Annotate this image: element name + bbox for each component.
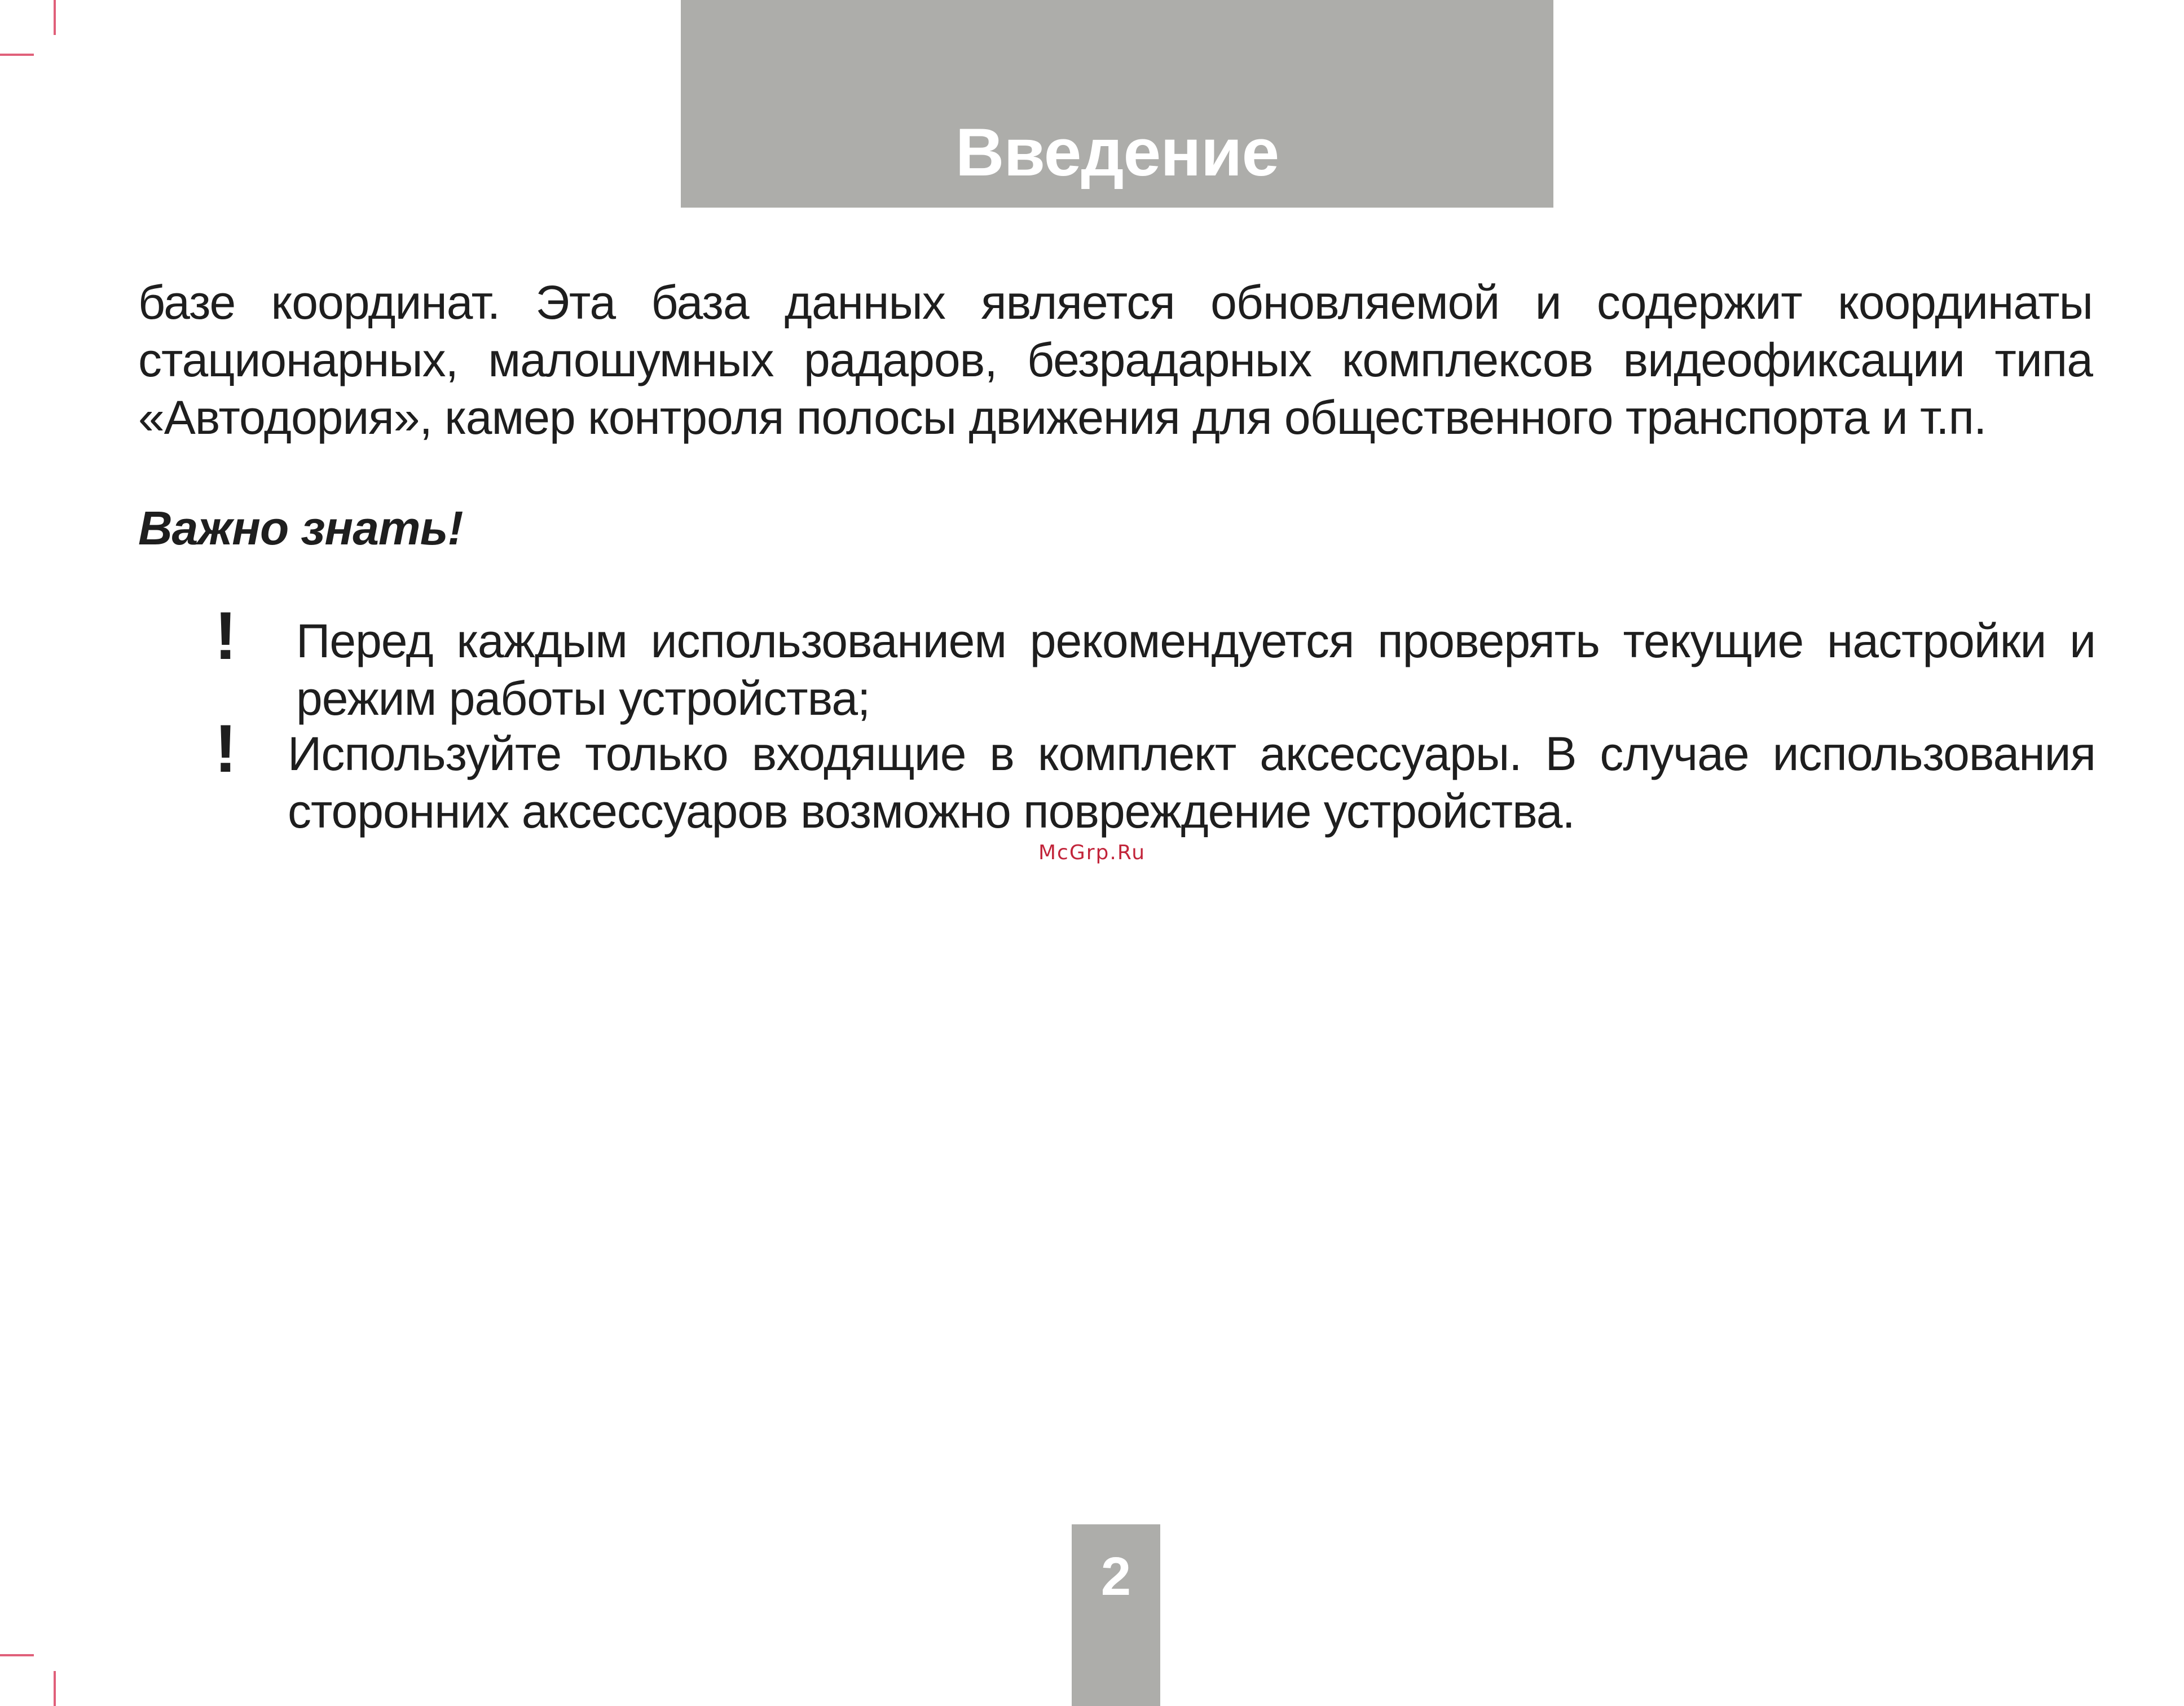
header-band <box>681 0 1553 208</box>
crop-mark-bottom-left-horizontal <box>0 1654 34 1656</box>
page-title: Введение <box>955 115 1279 190</box>
crop-mark-top-left-horizontal <box>0 54 34 56</box>
crop-mark-top-left-vertical <box>54 0 56 35</box>
exclamation-icon: ! <box>214 598 237 674</box>
note-text: Используйте только входящие в комплект аксессуары. В случае использования сторонних аксессуаров возможно повреждение устройства. <box>288 727 2095 838</box>
page-number: 2 <box>1100 1546 1131 1607</box>
watermark: McGrp.Ru <box>1038 841 1146 864</box>
important-heading: Важно знать! <box>138 502 463 555</box>
page-number-tab <box>1072 1524 1160 1706</box>
intro-paragraph: базе координат. Эта база данных является обновляемой и содержит координаты стационарных, малошумных радаров, безрадарных комплексов видеофиксации типа «Автодория», камер контроля полосы движения для общественного транспорта и т.п. <box>138 276 2093 444</box>
crop-mark-bottom-left-vertical <box>54 1671 56 1706</box>
exclamation-icon: ! <box>214 711 237 786</box>
note-text: Перед каждым использованием рекомендуется проверять текущие настройки и режим работы устройства; <box>296 614 2095 725</box>
